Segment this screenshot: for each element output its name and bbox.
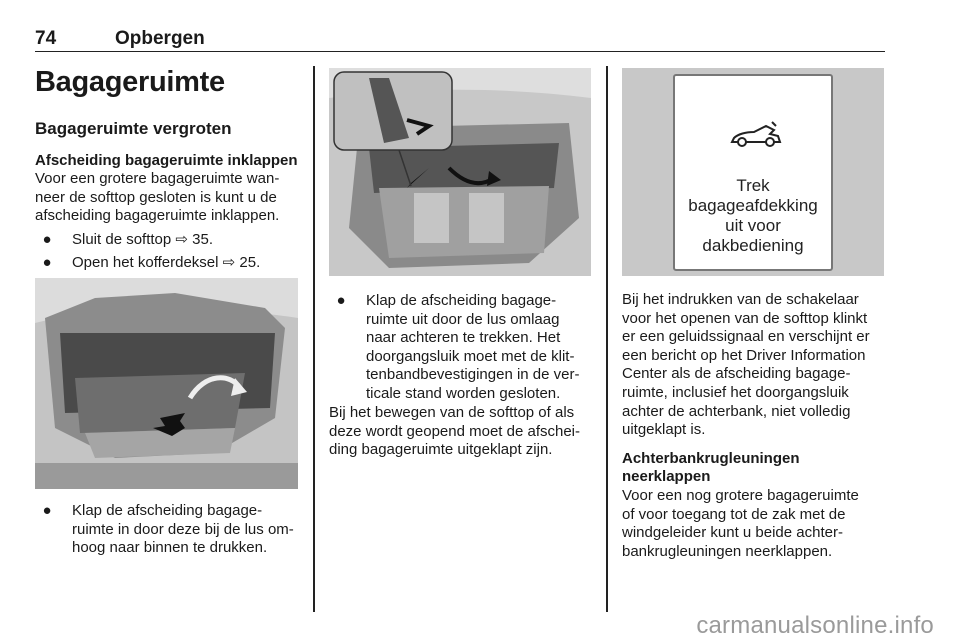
- text-line: deze wordt geopend moet de afschei-: [329, 422, 580, 440]
- convertible-car-icon: [728, 120, 784, 150]
- seatback-paragraph: [622, 487, 890, 561]
- text-line: ding bagageruimte uitgeklapt zijn.: [329, 441, 553, 459]
- bullet-icon: ●: [42, 254, 52, 271]
- list-item-label: Open het kofferdeksel: [72, 254, 219, 271]
- text-line: Voor een grotere bagageruimte wan-: [35, 170, 280, 187]
- sub-heading: [622, 450, 800, 486]
- subsection-title: Bagageruimte vergroten: [35, 119, 232, 138]
- text-line: uitgeklapt is.: [622, 421, 706, 439]
- text-line: ruimte uit door de lus omlaag: [366, 310, 560, 328]
- list-item-text: [366, 292, 580, 404]
- display-line: dakbediening: [702, 236, 804, 255]
- text-line: neerklappen: [622, 468, 711, 485]
- text-line: Klap de afscheiding bagage-: [72, 502, 263, 519]
- page-number: 74: [35, 28, 57, 49]
- display-line: Trek: [736, 176, 770, 195]
- list-item-text: [72, 502, 294, 558]
- page-ref-arrow-icon: ⇨: [175, 231, 188, 248]
- list-item-text: [72, 231, 213, 250]
- page-title: Bagageruimte: [35, 66, 225, 98]
- text-line: achter de achterbank, niet volledig: [622, 402, 851, 420]
- page-ref-arrow-icon: ⇨: [222, 254, 236, 271]
- text-line: ruimte in door deze bij de lus om-: [72, 520, 294, 538]
- bullet-icon: ●: [42, 502, 52, 519]
- text-line: voor het openen van de softtop klinkt: [622, 309, 868, 327]
- text-line: naar achteren te trekken. Het: [366, 329, 561, 347]
- display-line: bagageafdekking: [688, 196, 818, 215]
- text-line: Achterbankrugleuningen: [622, 450, 800, 467]
- column-divider: [313, 66, 315, 612]
- text-line: Bij het indrukken van de schakelaar: [622, 291, 859, 308]
- text-line: Bij het bewegen van de softtop of als: [329, 404, 575, 421]
- trunk-photo-fold-out: [329, 68, 591, 276]
- softtop-paragraph: [329, 404, 604, 460]
- text-line: hoog naar binnen te drukken.: [72, 539, 268, 557]
- text-line: Center als de afscheiding bagage-: [622, 365, 851, 383]
- bullet-icon: ●: [336, 292, 346, 309]
- list-item-label: Sluit de softtop: [72, 231, 172, 248]
- dic-message-display: [622, 68, 884, 276]
- intro-paragraph: [35, 170, 279, 226]
- text-line: of voor toegang tot de zak met de: [622, 505, 846, 523]
- display-panel: [673, 74, 833, 271]
- display-line: uit voor: [725, 216, 781, 235]
- text-line: doorgangsluik moet met de klit-: [366, 347, 575, 365]
- text-line: ticale stand worden gesloten.: [366, 384, 561, 402]
- page-ref-link[interactable]: 35.: [192, 231, 214, 248]
- text-line: tenbandbevestigingen in de ver-: [366, 366, 580, 384]
- text-line: er een geluidssignaal en verschijnt er: [622, 328, 870, 346]
- warning-paragraph: [622, 291, 890, 440]
- text-line: windgeleider kunt u beide achter-: [622, 524, 843, 542]
- section-title: Opbergen: [115, 28, 205, 49]
- text-line: bankrugleuningen neerklappen.: [622, 542, 833, 560]
- trunk-photo-fold-in: [35, 278, 298, 489]
- text-line: neer de softtop gesloten is kunt u de: [35, 188, 277, 206]
- column-divider: [606, 66, 608, 612]
- text-line: Voor een nog grotere bagageruimte: [622, 487, 859, 504]
- watermark: carmanualsonline.info: [696, 612, 934, 639]
- text-line: Klap de afscheiding bagage-: [366, 292, 557, 309]
- bullet-icon: ●: [42, 231, 52, 248]
- page-header: [35, 28, 885, 52]
- text-line: ruimte, inclusief het doorgangsluik: [622, 383, 849, 401]
- text-line: een bericht op het Driver Information: [622, 346, 866, 364]
- list-item-text: [72, 254, 260, 273]
- text-line: afscheiding bagageruimte inklappen.: [35, 207, 280, 225]
- page-ref-link[interactable]: 25.: [239, 254, 261, 271]
- sub-heading: Afscheiding bagageruimte inklappen: [35, 152, 298, 169]
